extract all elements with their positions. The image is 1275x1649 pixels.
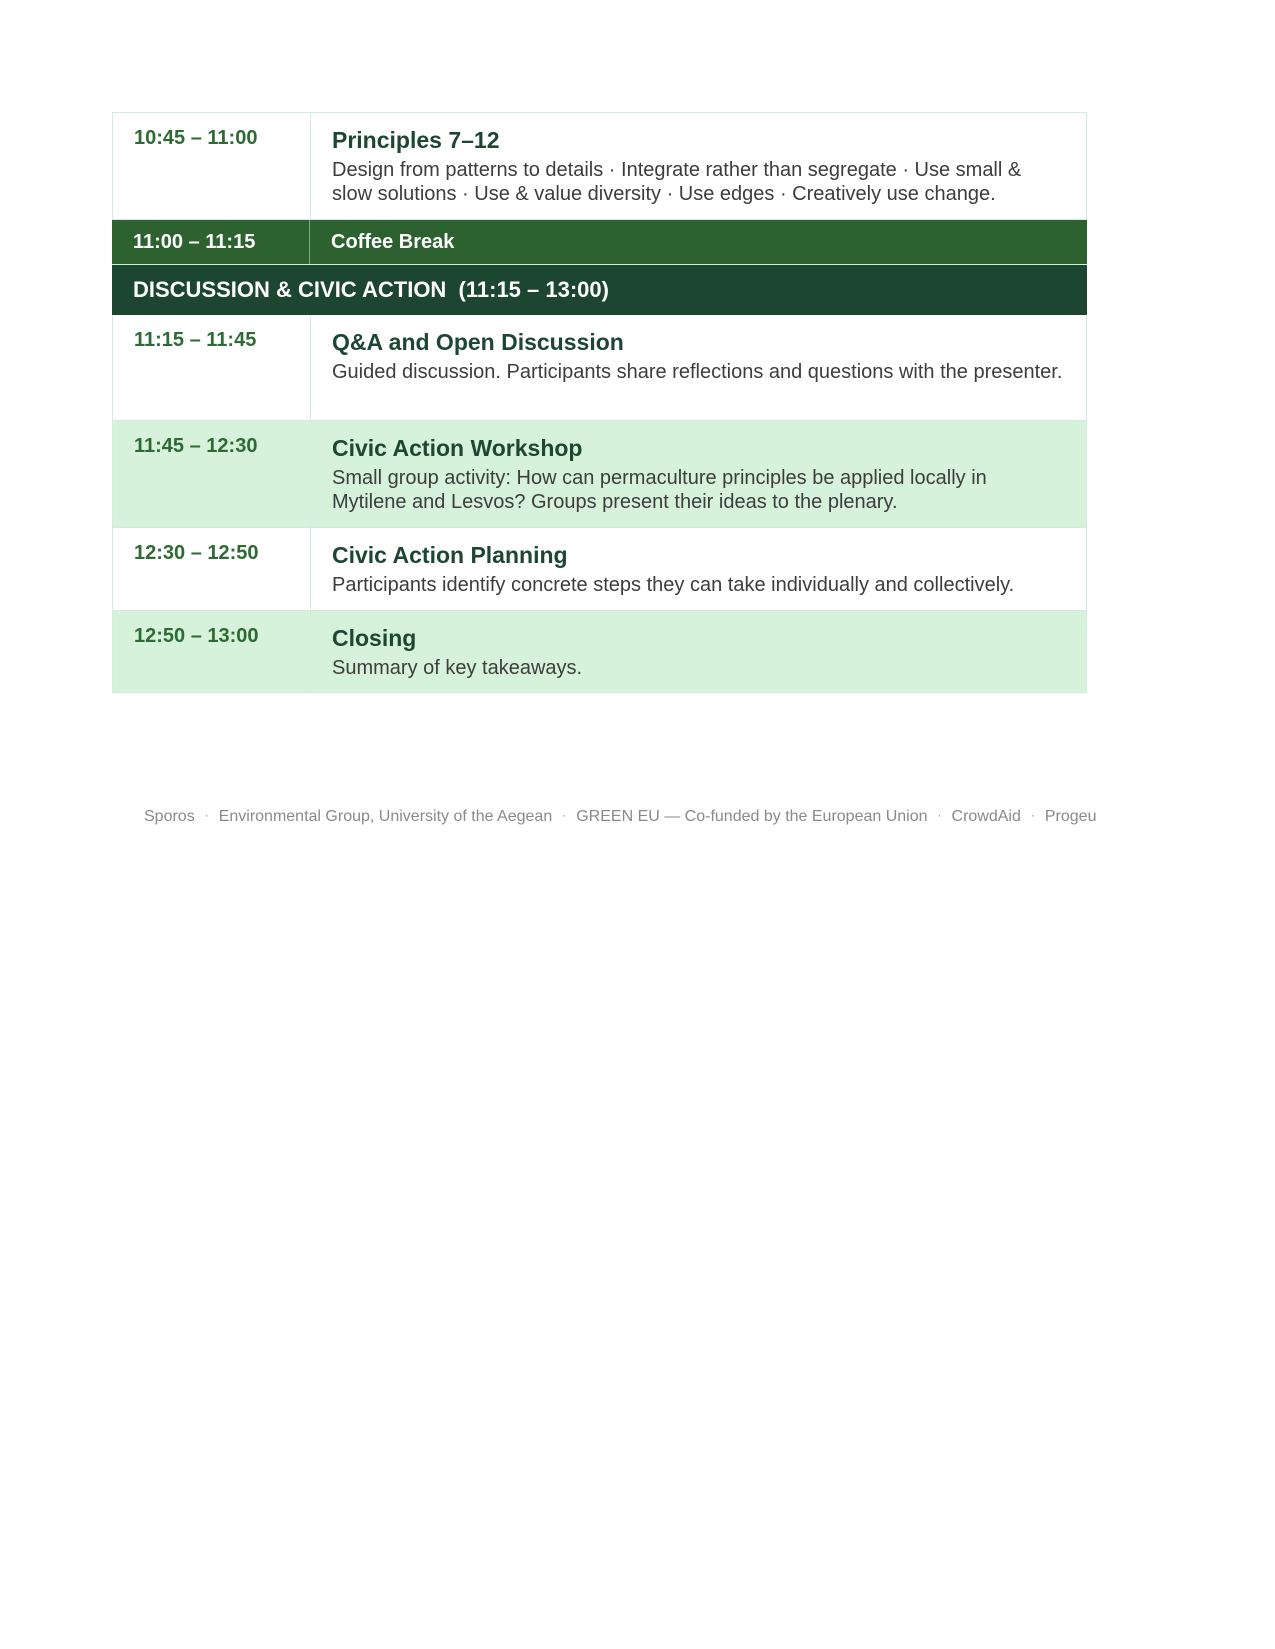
session-content bbox=[311, 421, 1086, 527]
session-time: 10:45 – 11:00 bbox=[113, 113, 311, 219]
agenda-row bbox=[112, 315, 1087, 421]
session-title: Principles 7–12 bbox=[332, 127, 500, 153]
agenda-row bbox=[112, 112, 1087, 220]
session-title: Q&A and Open Discussion bbox=[332, 329, 624, 355]
footer-item: GREEN EU — Co-funded by the European Union bbox=[576, 808, 928, 825]
footer-separator: · bbox=[562, 808, 567, 822]
footer-separator: · bbox=[204, 808, 209, 822]
session-time: 12:30 – 12:50 bbox=[113, 528, 311, 610]
session-description: Design from patterns to details · Integrate rather than segregate · Use small & slow solutions · Use & value diversity · Use edges · Creatively use change. bbox=[332, 159, 1022, 205]
section-header: DISCUSSION & CIVIC ACTION (11:15 – 13:00) bbox=[112, 265, 1087, 315]
session-title: Civic Action Workshop bbox=[332, 435, 583, 461]
session-content bbox=[311, 113, 1086, 219]
session-time: 11:15 – 11:45 bbox=[113, 315, 311, 420]
session-time: 11:45 – 12:30 bbox=[113, 421, 311, 527]
footer-item: Sporos bbox=[144, 808, 195, 825]
coffee-break-row bbox=[112, 220, 1087, 265]
session-title: Civic Action Planning bbox=[332, 542, 568, 568]
footer-item: Progeu bbox=[1044, 808, 1097, 825]
session-description: Guided discussion. Participants share reflections and questions with the presenter. bbox=[332, 361, 1063, 383]
agenda-row bbox=[112, 528, 1087, 611]
break-title: Coffee Break bbox=[331, 231, 455, 253]
agenda-table bbox=[112, 112, 1087, 693]
agenda-row bbox=[112, 611, 1087, 693]
session-description: Summary of key takeaways. bbox=[332, 657, 583, 679]
session-content bbox=[311, 315, 1086, 420]
session-content bbox=[311, 611, 1086, 692]
footer-sponsors bbox=[144, 808, 1096, 826]
session-description: Participants identify concrete steps they can take individually and collectively. bbox=[332, 574, 1015, 596]
session-description: Small group activity: How can permaculture principles be applied locally in Mytilene and Lesvos? Groups present their ideas to the plenary. bbox=[332, 467, 987, 513]
footer-separator: · bbox=[937, 808, 942, 822]
session-content bbox=[311, 528, 1086, 610]
session-time: 12:50 – 13:00 bbox=[113, 611, 311, 692]
agenda-row bbox=[112, 421, 1087, 528]
session-title: Closing bbox=[332, 625, 417, 651]
break-time: 11:00 – 11:15 bbox=[112, 220, 310, 264]
footer-item: CrowdAid bbox=[951, 808, 1021, 825]
footer-separator: · bbox=[1030, 808, 1035, 822]
footer-item: Environmental Group, University of the Aegean bbox=[218, 808, 553, 825]
